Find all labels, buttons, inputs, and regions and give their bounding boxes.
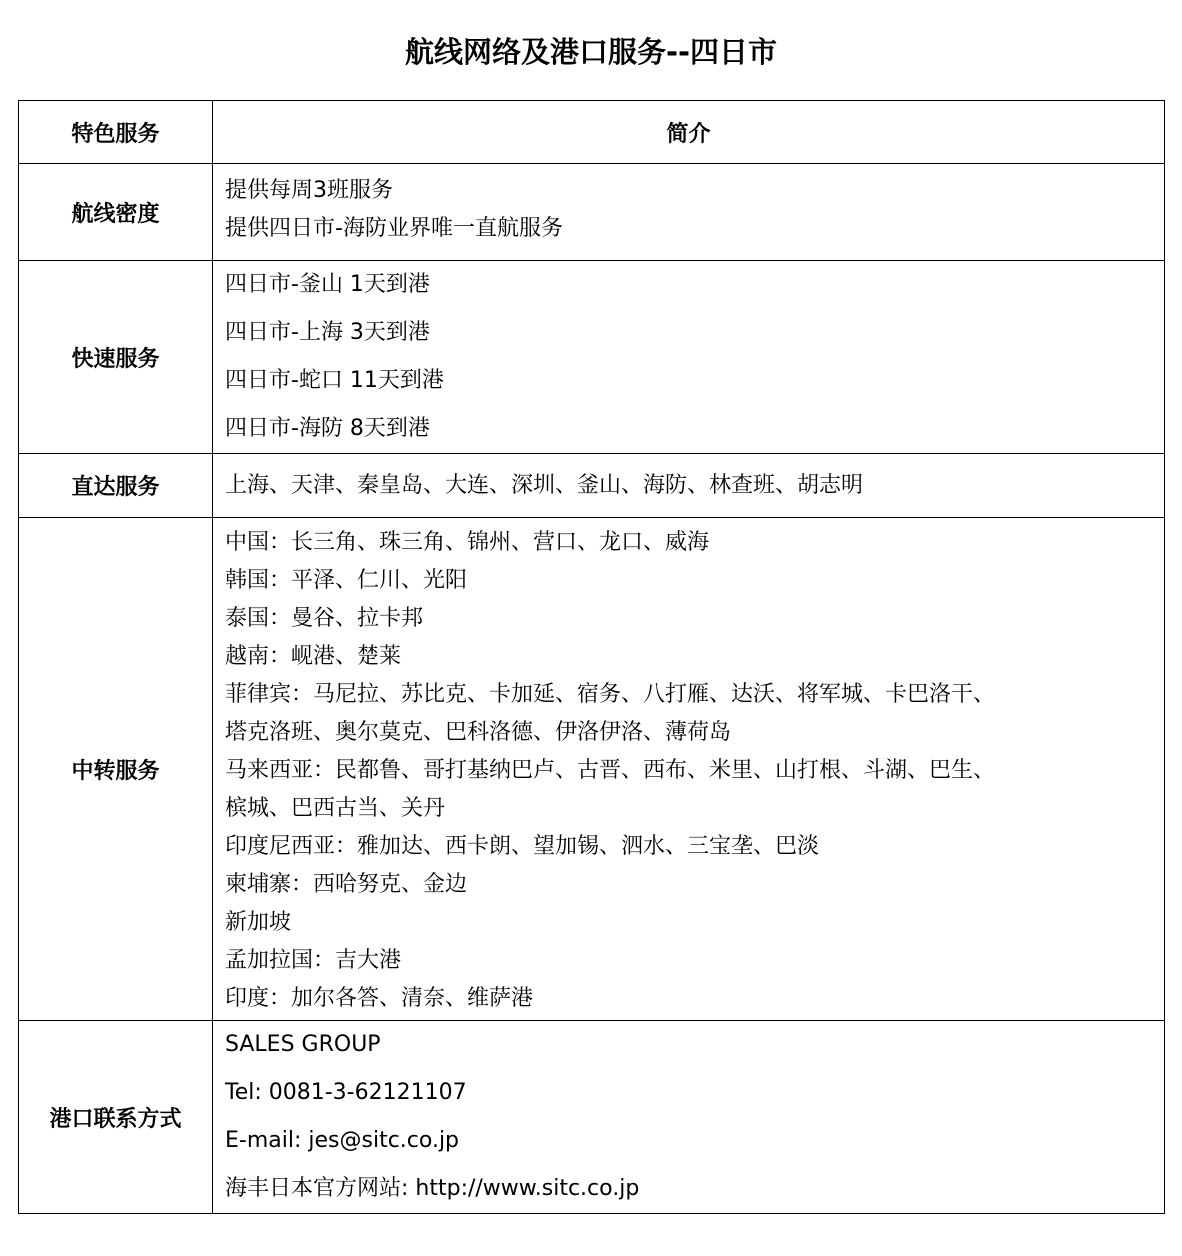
description-line: 越南：岘港、楚莱	[225, 644, 402, 669]
header-description: 简介	[213, 101, 1165, 164]
row-label-route-density: 航线密度	[19, 164, 213, 261]
description-line: 菲律宾：马尼拉、苏比克、卡加延、宿务、八打雁、达沃、将军城、卡巴洛干、	[225, 682, 996, 707]
contact-phone: Tel: 0081-3-62121107	[225, 1080, 467, 1105]
description-line: 四日市-釜山 1天到港	[225, 272, 430, 297]
table-row	[19, 1021, 1165, 1214]
contact-email: E-mail: jes@sitc.co.jp	[225, 1128, 460, 1153]
description-line: 柬埔寨：西哈努克、金边	[225, 872, 468, 897]
row-description-direct-service	[213, 454, 1165, 518]
table-row	[19, 164, 1165, 261]
description-line: 四日市-海防 8天到港	[225, 416, 430, 441]
description-line: 印度尼西亚：雅加达、西卡朗、望加锡、泗水、三宝垄、巴淡	[225, 834, 820, 859]
description-line: 中国：长三角、珠三角、锦州、营口、龙口、威海	[225, 530, 710, 555]
description-line: 泰国：曼谷、拉卡邦	[225, 606, 424, 631]
table-row	[19, 454, 1165, 518]
row-description-transit-service	[213, 518, 1165, 1021]
contact-group-name: SALES GROUP	[225, 1032, 381, 1057]
description-line: 孟加拉国：吉大港	[225, 948, 402, 973]
description-line: 提供四日市-海防业界唯一直航服务	[225, 216, 563, 241]
row-description-route-density	[213, 164, 1165, 261]
page-title: 航线网络及港口服务--四日市	[404, 35, 778, 69]
row-label-port-contact: 港口联系方式	[19, 1021, 213, 1214]
row-label-express-service: 快速服务	[19, 261, 213, 454]
description-line: 上海、天津、秦皇岛、大连、深圳、釜山、海防、林查班、胡志明	[225, 472, 864, 498]
contact-website: 海丰日本官方网站: http://www.sitc.co.jp	[225, 1176, 640, 1201]
description-line: 马来西亚：民都鲁、哥打基纳巴卢、古晋、西布、米里、山打根、斗湖、巴生、	[225, 758, 996, 783]
description-line: 韩国：平泽、仁川、光阳	[225, 568, 468, 593]
header-feature-service: 特色服务	[19, 101, 213, 164]
description-line: 塔克洛班、奥尔莫克、巴科洛德、伊洛伊洛、薄荷岛	[225, 720, 732, 745]
service-table	[18, 100, 1165, 1214]
table-row	[19, 261, 1165, 454]
table-header-row	[19, 101, 1165, 164]
row-description-port-contact	[213, 1021, 1165, 1214]
description-line: 槟城、巴西古当、关丹	[225, 796, 446, 821]
description-line: 四日市-上海 3天到港	[225, 320, 430, 345]
table-row	[19, 518, 1165, 1021]
description-line: 新加坡	[225, 910, 292, 935]
row-label-direct-service: 直达服务	[19, 454, 213, 518]
description-line: 提供每周3班服务	[225, 178, 393, 203]
row-label-transit-service: 中转服务	[19, 518, 213, 1021]
row-description-express-service	[213, 261, 1165, 454]
description-line: 印度：加尔各答、清奈、维萨港	[225, 986, 534, 1011]
description-line: 四日市-蛇口 11天到港	[225, 368, 444, 393]
